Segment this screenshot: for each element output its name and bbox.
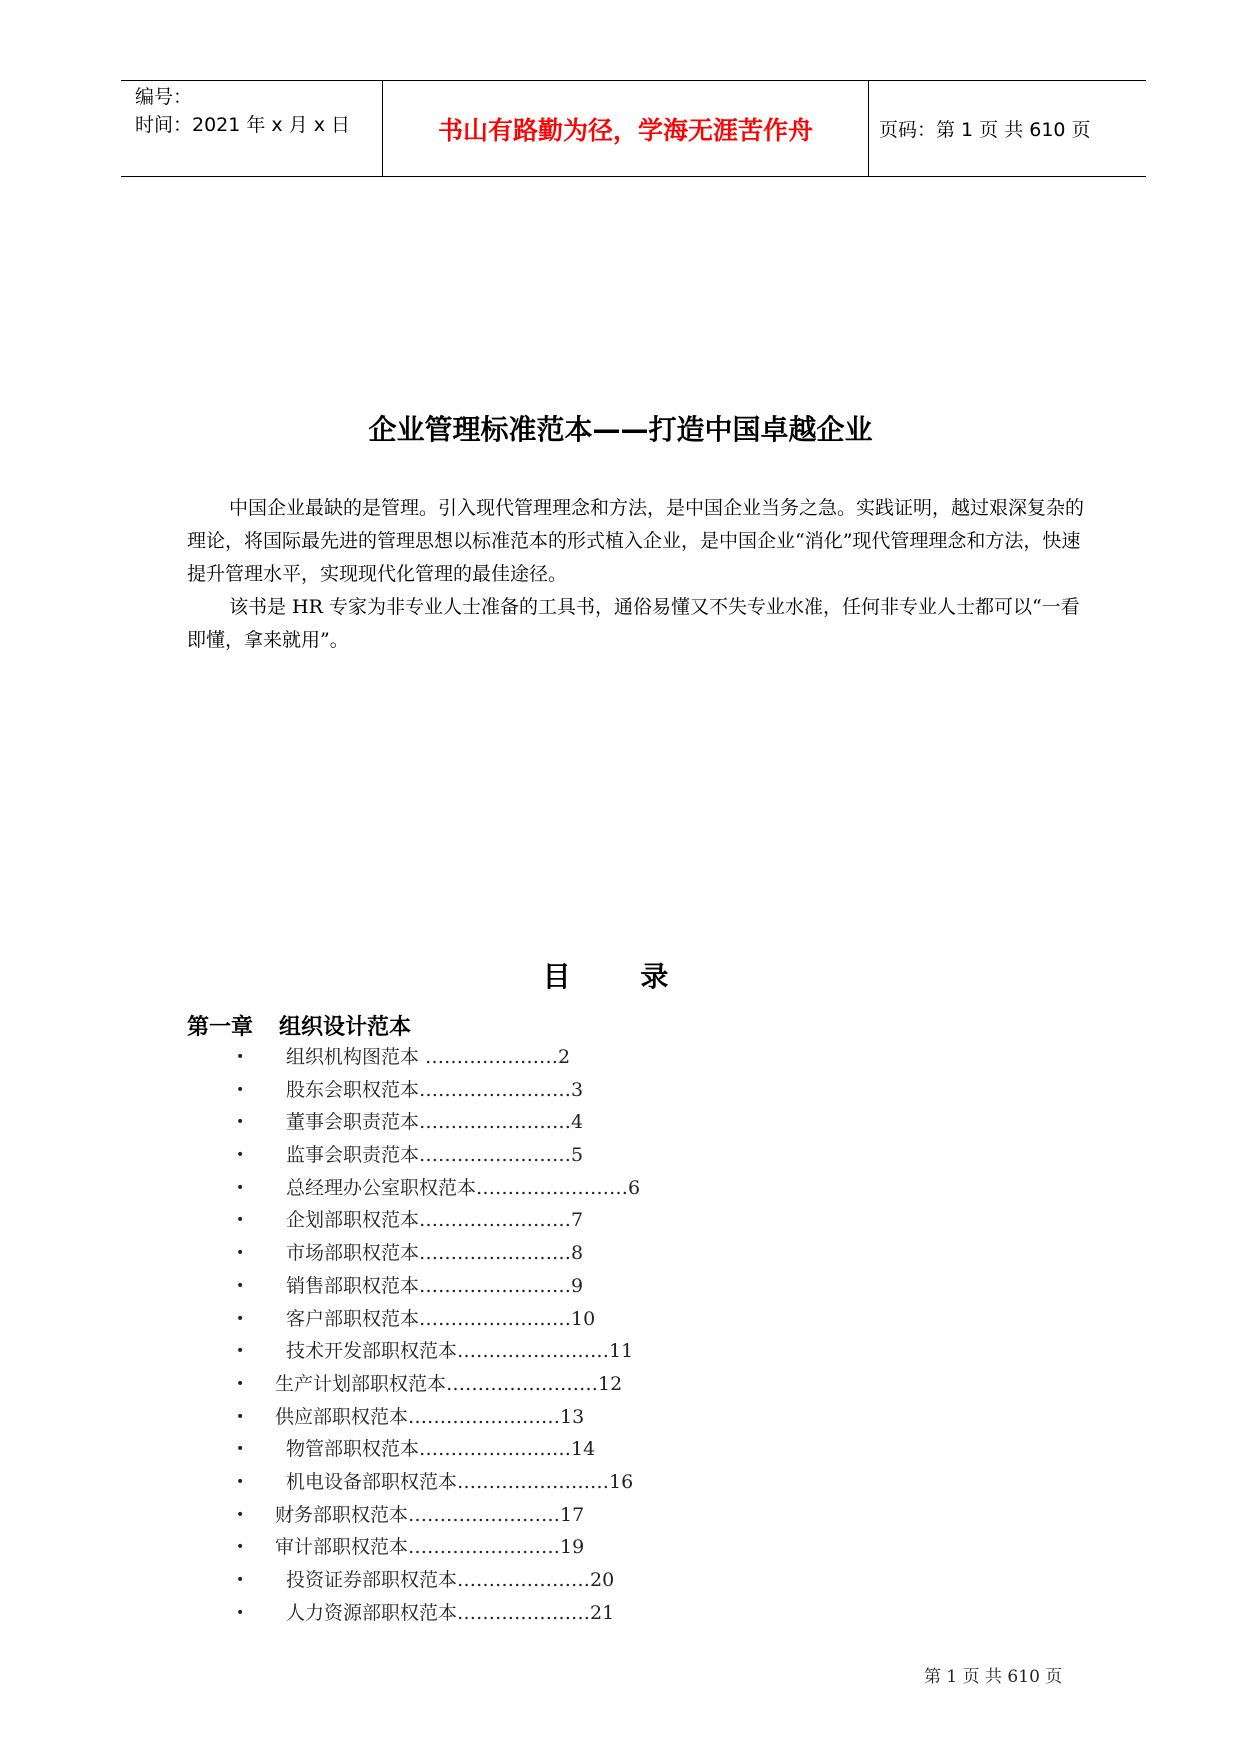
- toc-entry-text: 市场部职权范本……………………8: [286, 1242, 584, 1265]
- toc-item: [0, 1335, 1241, 1368]
- toc-entry-text: 股东会职权范本……………………3: [286, 1078, 584, 1101]
- toc-item: [0, 1237, 1241, 1270]
- header-meta: [135, 83, 350, 139]
- toc-item: [0, 1368, 1241, 1401]
- toc-entry-text: 财务部职权范本……………………17: [275, 1503, 585, 1526]
- toc-item: [0, 1401, 1241, 1434]
- toc-item: [0, 1172, 1241, 1205]
- bullet-icon: •: [236, 1343, 245, 1360]
- toc-item: [0, 1433, 1241, 1466]
- chapter-title: 组织设计范本: [279, 1015, 412, 1040]
- document-title: 企业管理标准范本——打造中国卓越企业: [368, 413, 873, 446]
- intro-paragraph: 中国企业最缺的是管理。引入现代管理理念和方法，是中国企业当务之急。实践证明，越过艰深复杂的理论，将国际最先进的管理思想以标准范本的形式植入企业，是中国企业“消化”现代管理理念和方法，快速提升管理水平，实现现代化管理的最佳途径。: [187, 497, 1085, 585]
- document-header: [121, 80, 1146, 177]
- toc-item: [0, 1204, 1241, 1237]
- bullet-icon: •: [236, 1604, 245, 1621]
- bullet-icon: •: [236, 1441, 245, 1458]
- toc-list: [0, 1041, 1241, 1629]
- toc-entry-text: 客户部职权范本……………………10: [286, 1307, 596, 1330]
- toc-entry-text: 投资证券部职权范本…………………20: [286, 1569, 615, 1591]
- toc-entry-text: 技术开发部职权范本……………………11: [286, 1340, 634, 1363]
- toc-entry-text: 企划部职权范本……………………7: [286, 1209, 584, 1232]
- number-label: 编号：: [135, 86, 193, 108]
- toc-item: [0, 1074, 1241, 1107]
- chapter-number: 第一章: [187, 1015, 254, 1040]
- toc-item: [0, 1106, 1241, 1139]
- toc-entry-text: 总经理办公室职权范本……………………6: [286, 1176, 641, 1199]
- bullet-icon: •: [236, 1539, 245, 1556]
- toc-item: [0, 1597, 1241, 1630]
- toc-item: [0, 1499, 1241, 1532]
- header-page-info: 页码：第 1 页 共 610 页: [879, 119, 1091, 141]
- chapter-heading: [187, 1010, 411, 1041]
- bullet-icon: •: [236, 1277, 245, 1294]
- bullet-icon: •: [236, 1114, 245, 1131]
- toc-item: [0, 1270, 1241, 1303]
- toc-item: [0, 1564, 1241, 1597]
- bullet-icon: •: [236, 1375, 245, 1392]
- toc-entry-text: 审计部职权范本……………………19: [275, 1536, 585, 1559]
- header-motto-cell: [382, 81, 869, 176]
- toc-item: [0, 1041, 1241, 1074]
- bullet-icon: •: [236, 1506, 245, 1523]
- bullet-icon: •: [236, 1473, 245, 1490]
- toc-entry-text: 机电设备部职权范本……………………16: [286, 1470, 634, 1493]
- toc-entry-text: 董事会职责范本……………………4: [286, 1111, 584, 1134]
- toc-entry-text: 生产计划部职权范本……………………12: [275, 1372, 623, 1395]
- toc-entry-text: 监事会职责范本……………………5: [286, 1144, 584, 1167]
- bullet-icon: •: [236, 1081, 245, 1098]
- toc-item: [0, 1303, 1241, 1336]
- toc-entry-text: 物管部职权范本……………………14: [286, 1438, 596, 1461]
- motto: 书山有路勤为径，学海无涯苦作舟: [437, 115, 813, 145]
- toc-item: [0, 1531, 1241, 1564]
- toc-title: 目 录: [542, 960, 699, 993]
- bullet-icon: •: [236, 1049, 245, 1065]
- toc-entry-text: 组织机构图范本 …………………2: [286, 1046, 571, 1068]
- bullet-icon: •: [236, 1179, 245, 1196]
- bullet-icon: •: [236, 1245, 245, 1262]
- toc-entry-text: 供应部职权范本……………………13: [275, 1405, 585, 1428]
- bullet-icon: •: [236, 1310, 245, 1327]
- toc-item: [0, 1466, 1241, 1499]
- bullet-icon: •: [236, 1408, 245, 1425]
- intro-text: [187, 492, 1087, 657]
- page-footer: 第 1 页 共 610 页: [924, 1667, 1063, 1687]
- bullet-icon: •: [236, 1212, 245, 1229]
- toc-item: [0, 1139, 1241, 1172]
- toc-entry-text: 人力资源部职权范本…………………21: [286, 1601, 615, 1624]
- time-label: 时间：2021 年 x 月 x 日: [135, 114, 351, 136]
- bullet-icon: •: [236, 1572, 245, 1588]
- bullet-icon: •: [236, 1147, 245, 1164]
- intro-paragraph: 该书是 HR 专家为非专业人士准备的工具书，通俗易懂又不失专业水准，任何非专业人士都可以“一看即懂，拿来就用”。: [187, 596, 1080, 651]
- toc-entry-text: 销售部职权范本……………………9: [286, 1274, 584, 1297]
